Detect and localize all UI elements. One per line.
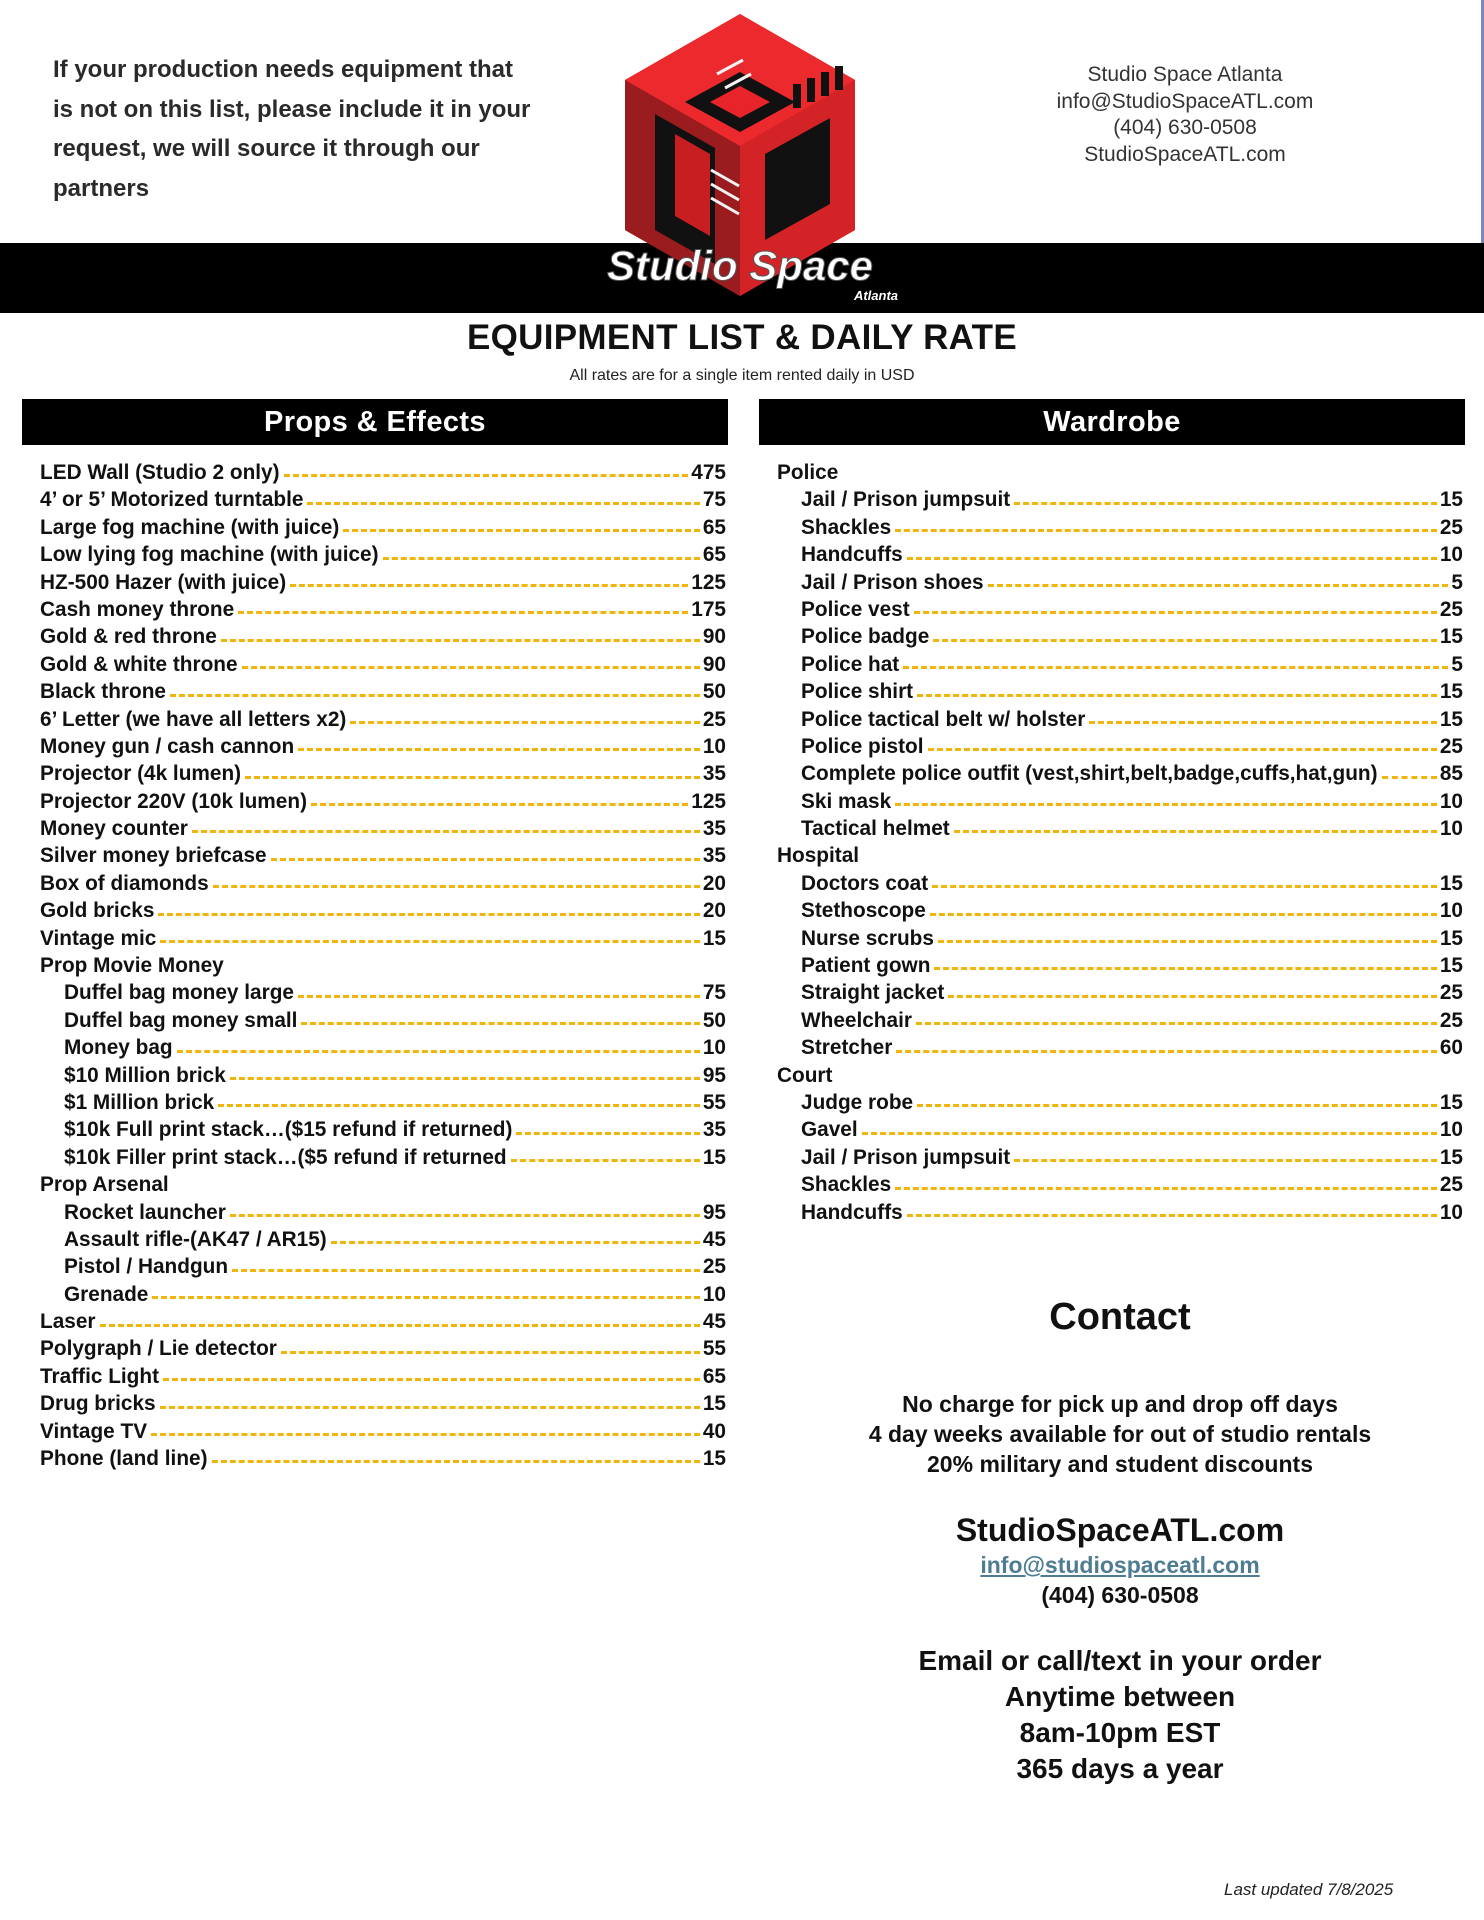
item-name: Complete police outfit (vest,shirt,belt,badge,cuffs,hat,gun): [801, 762, 1378, 786]
rate-row: [40, 733, 726, 760]
item-name: Gold & red throne: [40, 625, 217, 649]
item-name: Jail / Prison jumpsuit: [801, 488, 1011, 512]
dot-leader: [230, 1077, 700, 1080]
rate-row: [40, 1199, 726, 1226]
dot-leader: [383, 557, 700, 560]
daily-rate: 15: [1439, 926, 1463, 950]
dot-leader: [988, 584, 1449, 587]
rate-row: [777, 514, 1463, 541]
dot-leader: [1014, 502, 1437, 505]
item-name: Duffel bag money small: [64, 1008, 298, 1032]
daily-rate: 25: [1439, 734, 1463, 758]
daily-rate: 25: [1439, 1173, 1463, 1197]
item-name: Shackles: [801, 1173, 892, 1197]
item-name: Handcuffs: [801, 1200, 903, 1224]
dot-leader: [1089, 721, 1437, 724]
daily-rate: 75: [702, 488, 726, 512]
last-updated: Last updated 7/8/2025: [1224, 1880, 1394, 1899]
rate-row: [777, 733, 1463, 760]
logo-text: Studio Space: [606, 242, 874, 289]
dot-leader: [212, 1460, 700, 1463]
daily-rate: 55: [702, 1337, 726, 1361]
dot-leader: [938, 940, 1437, 943]
dot-leader: [895, 803, 1437, 806]
item-name: 4’ or 5’ Motorized turntable: [40, 488, 304, 512]
item-name: $1 Million brick: [64, 1090, 215, 1114]
company-name: Studio Space Atlanta: [1087, 63, 1283, 86]
category-heading: Court: [777, 1063, 833, 1087]
daily-rate: 35: [702, 817, 726, 841]
dot-leader: [298, 995, 700, 998]
rate-row: [40, 870, 726, 897]
intro-line: partners: [53, 174, 150, 202]
rate-row: [777, 897, 1463, 924]
dot-leader: [290, 584, 688, 587]
dot-leader: [1014, 1159, 1437, 1162]
dot-leader: [907, 1214, 1437, 1217]
dot-leader: [213, 885, 700, 888]
daily-rate: 15: [1439, 488, 1463, 512]
page-subtitle: All rates are for a single item rented daily in USD: [569, 367, 915, 384]
daily-rate: 65: [702, 543, 726, 567]
dot-leader: [903, 666, 1448, 669]
dot-leader: [350, 721, 700, 724]
daily-rate: 20: [702, 871, 726, 895]
order-line: 8am-10pm EST: [1019, 1717, 1221, 1748]
rate-row: [40, 486, 726, 513]
category-heading: Police: [777, 461, 839, 484]
rate-row: [40, 897, 726, 924]
item-name: Laser: [40, 1310, 96, 1334]
daily-rate: 475: [691, 460, 726, 484]
rate-row: [40, 1363, 726, 1390]
daily-rate: 85: [1439, 762, 1463, 786]
rate-row: [777, 569, 1463, 596]
dot-leader: [177, 1050, 700, 1053]
dot-leader: [895, 1187, 1437, 1190]
dot-leader: [152, 1296, 699, 1299]
rate-row: [777, 1089, 1463, 1116]
rate-row: [777, 1116, 1463, 1143]
item-name: Money bag: [64, 1036, 173, 1060]
dot-leader: [907, 557, 1437, 560]
order-line: Anytime between: [1004, 1681, 1236, 1712]
daily-rate: 10: [1439, 1118, 1463, 1142]
page-title: EQUIPMENT LIST & DAILY RATE: [466, 318, 1017, 357]
daily-rate: 25: [1439, 981, 1463, 1005]
rate-row: [777, 486, 1463, 513]
item-name: Traffic Light: [40, 1364, 160, 1388]
dot-leader: [160, 1406, 700, 1409]
daily-rate: 45: [702, 1227, 726, 1251]
daily-rate: 15: [1439, 871, 1463, 895]
dot-leader: [271, 858, 700, 861]
daily-rate: 15: [702, 1392, 726, 1416]
daily-rate: 35: [702, 844, 726, 868]
item-name: Wheelchair: [801, 1008, 912, 1032]
rate-row: [40, 815, 726, 842]
rate-row: [777, 1007, 1463, 1034]
daily-rate: 15: [702, 926, 726, 950]
daily-rate: 65: [702, 1364, 726, 1388]
rate-row: [40, 1226, 726, 1253]
rate-row: [40, 1062, 726, 1089]
daily-rate: 90: [702, 625, 726, 649]
rate-row: [777, 979, 1463, 1006]
daily-rate: 15: [702, 1145, 726, 1169]
wardrobe-list: [777, 459, 1463, 1226]
item-name: Low lying fog machine (with juice): [40, 543, 379, 567]
daily-rate: 15: [1439, 954, 1463, 978]
dot-leader: [238, 611, 688, 614]
dot-leader: [281, 1351, 700, 1354]
daily-rate: 60: [1439, 1036, 1463, 1060]
rate-row: [40, 760, 726, 787]
dot-leader: [917, 1104, 1437, 1107]
dot-leader: [954, 830, 1437, 833]
rate-row: [777, 541, 1463, 568]
header-website[interactable]: StudioSpaceATL.com: [1084, 142, 1286, 166]
rate-row: [777, 815, 1463, 842]
daily-rate: 55: [702, 1090, 726, 1114]
intro-line: request, we will source it through our: [53, 135, 480, 162]
dot-leader: [100, 1324, 700, 1327]
category-heading: Prop Arsenal: [40, 1173, 169, 1197]
rate-row: [40, 623, 726, 650]
dot-leader: [930, 913, 1437, 916]
item-name: Tactical helmet: [801, 817, 950, 841]
dot-leader: [245, 776, 700, 779]
daily-rate: 15: [1439, 1145, 1463, 1169]
rate-row: [777, 678, 1463, 705]
header-contact: [1020, 62, 1350, 168]
dot-leader: [914, 611, 1437, 614]
rate-row: [40, 925, 726, 952]
item-name: Duffel bag money large: [64, 981, 294, 1005]
daily-rate: 25: [1439, 515, 1463, 539]
rate-row: [40, 1418, 726, 1445]
rate-row: [40, 1281, 726, 1308]
rate-row: [777, 1034, 1463, 1061]
daily-rate: 25: [702, 707, 726, 731]
item-name: Police pistol: [801, 734, 924, 758]
dot-leader: [170, 694, 700, 697]
daily-rate: 45: [702, 1310, 726, 1334]
dot-leader: [301, 1022, 699, 1025]
rate-row: [40, 1308, 726, 1335]
dot-leader: [516, 1132, 699, 1135]
rate-row: [40, 1007, 726, 1034]
daily-rate: 10: [1439, 899, 1463, 923]
daily-rate: 10: [1439, 789, 1463, 813]
daily-rate: 20: [702, 899, 726, 923]
order-line: Email or call/text in your order: [918, 1645, 1322, 1676]
rate-row: [777, 1199, 1463, 1226]
item-name: Stethoscope: [801, 899, 926, 923]
header-email[interactable]: info@StudioSpaceATL.com: [1056, 89, 1314, 113]
item-name: Silver money briefcase: [40, 844, 267, 868]
dot-leader: [221, 639, 700, 642]
item-name: Patient gown: [801, 954, 931, 978]
dot-leader: [232, 1269, 700, 1272]
rate-row: [777, 1144, 1463, 1171]
daily-rate: 35: [702, 762, 726, 786]
item-name: LED Wall (Studio 2 only): [40, 460, 280, 484]
dot-leader: [331, 1241, 700, 1244]
contact-email-link[interactable]: info@studiospaceatl.com: [980, 1552, 1260, 1578]
item-name: Pistol / Handgun: [64, 1255, 229, 1279]
daily-rate: 15: [702, 1447, 726, 1471]
item-name: Assault rifle-(AK47 / AR15): [64, 1227, 327, 1251]
item-name: Gold bricks: [40, 899, 155, 923]
dot-leader: [948, 995, 1437, 998]
rate-row: [40, 1445, 726, 1472]
rate-row: [40, 788, 726, 815]
item-name: Police vest: [801, 597, 910, 621]
item-name: Ski mask: [801, 789, 892, 813]
rate-row: [777, 760, 1463, 787]
item-name: Projector 220V (10k lumen): [40, 789, 307, 813]
item-name: Grenade: [64, 1282, 149, 1306]
daily-rate: 125: [691, 789, 726, 813]
rate-row: [40, 514, 726, 541]
item-name: HZ-500 Hazer (with juice): [40, 570, 287, 594]
dot-leader: [928, 748, 1437, 751]
rate-row: [777, 596, 1463, 623]
item-name: Police hat: [801, 652, 900, 676]
daily-rate: 50: [702, 680, 726, 704]
daily-rate: 25: [1439, 1008, 1463, 1032]
daily-rate: 10: [1439, 1200, 1463, 1224]
daily-rate: 10: [1439, 817, 1463, 841]
dot-leader: [218, 1104, 700, 1107]
rate-row: [40, 569, 726, 596]
studio-space-wordmark: [520, 238, 960, 308]
dot-leader: [896, 1050, 1437, 1053]
item-name: Stretcher: [801, 1036, 893, 1060]
daily-rate: 25: [702, 1255, 726, 1279]
props-effects-header: Props & Effects: [22, 399, 728, 445]
item-name: Nurse scrubs: [801, 926, 934, 950]
rate-row: [40, 596, 726, 623]
rate-row: [777, 870, 1463, 897]
daily-rate: 90: [702, 652, 726, 676]
dot-leader: [163, 1378, 700, 1381]
item-name: Drug bricks: [40, 1392, 156, 1416]
daily-rate: 95: [702, 1200, 726, 1224]
rate-row: [40, 979, 726, 1006]
dot-leader: [511, 1159, 700, 1162]
daily-rate: 5: [1451, 570, 1463, 594]
item-name: Jail / Prison shoes: [801, 570, 984, 594]
rate-row: [777, 706, 1463, 733]
daily-rate: 15: [1439, 680, 1463, 704]
item-name: Gold & white throne: [40, 652, 238, 676]
daily-rate: 15: [1439, 707, 1463, 731]
header-phone: (404) 630-0508: [1113, 116, 1257, 139]
item-name: $10k Filler print stack…($5 refund if returned: [64, 1145, 507, 1169]
contact-note: 4 day weeks available for out of studio rentals: [868, 1421, 1372, 1447]
rate-row: [40, 842, 726, 869]
dot-leader: [1382, 776, 1437, 779]
daily-rate: 15: [1439, 625, 1463, 649]
wardrobe-header: Wardrobe: [759, 399, 1465, 445]
item-name: Police shirt: [801, 680, 914, 704]
dot-leader: [307, 502, 699, 505]
item-name: Shackles: [801, 515, 892, 539]
dot-leader: [151, 1433, 700, 1436]
item-name: Projector (4k lumen): [40, 762, 242, 786]
dot-leader: [298, 748, 700, 751]
dot-leader: [230, 1214, 700, 1217]
rate-row: [40, 651, 726, 678]
daily-rate: 50: [702, 1008, 726, 1032]
contact-note: 20% military and student discounts: [927, 1451, 1313, 1477]
rate-row: [777, 925, 1463, 952]
daily-rate: 40: [702, 1419, 726, 1443]
contact-phone: (404) 630-0508: [1041, 1582, 1199, 1608]
dot-leader: [158, 913, 699, 916]
dot-leader: [895, 529, 1437, 532]
dot-leader: [932, 885, 1437, 888]
rate-row: [40, 1116, 726, 1143]
item-name: Phone (land line): [40, 1447, 208, 1471]
daily-rate: 65: [702, 515, 726, 539]
category-heading: Prop Movie Money: [40, 954, 224, 978]
rate-row: [40, 1390, 726, 1417]
dot-leader: [311, 803, 688, 806]
rate-row: [40, 1089, 726, 1116]
contact-notes: [740, 1389, 1484, 1479]
item-name: Jail / Prison jumpsuit: [801, 1145, 1011, 1169]
daily-rate: 95: [702, 1063, 726, 1087]
item-name: Straight jacket: [801, 981, 945, 1005]
item-name: Polygraph / Lie detector: [40, 1337, 277, 1361]
dot-leader: [242, 666, 700, 669]
props-effects-list: [40, 459, 726, 1472]
rate-row: [40, 1034, 726, 1061]
intro-note: [53, 50, 573, 208]
item-name: 6’ Letter (we have all letters x2): [40, 707, 347, 731]
item-name: Doctors coat: [801, 871, 929, 895]
daily-rate: 15: [1439, 1090, 1463, 1114]
contact-note: No charge for pick up and drop off days: [902, 1391, 1338, 1417]
contact-website[interactable]: StudioSpaceATL.com: [955, 1512, 1285, 1548]
rate-row: [777, 1171, 1463, 1198]
dot-leader: [917, 694, 1437, 697]
dot-leader: [284, 474, 689, 477]
rate-row: [777, 651, 1463, 678]
rate-row: [40, 1253, 726, 1280]
item-name: Money counter: [40, 817, 188, 841]
daily-rate: 35: [702, 1118, 726, 1142]
dot-leader: [160, 940, 700, 943]
item-name: Vintage TV: [40, 1419, 148, 1443]
daily-rate: 10: [702, 1036, 726, 1060]
intro-line: is not on this list, please include it in your: [53, 95, 531, 123]
rate-row: [777, 788, 1463, 815]
item-name: Black throne: [40, 680, 166, 704]
daily-rate: 10: [1439, 543, 1463, 567]
rate-row: [777, 952, 1463, 979]
intro-line: If your production needs equipment that: [53, 56, 514, 83]
item-name: Handcuffs: [801, 543, 903, 567]
dot-leader: [192, 830, 700, 833]
daily-rate: 5: [1451, 652, 1463, 676]
rate-row: [40, 1144, 726, 1171]
order-line: 365 days a year: [1016, 1753, 1224, 1784]
daily-rate: 175: [691, 597, 726, 621]
daily-rate: 25: [1439, 597, 1463, 621]
rate-row: [40, 706, 726, 733]
daily-rate: 75: [702, 981, 726, 1005]
logo-subtext: Atlanta: [853, 288, 898, 303]
rate-row: [40, 459, 726, 486]
item-name: Gavel: [801, 1118, 858, 1142]
item-name: Large fog machine (with juice): [40, 515, 340, 539]
rate-row: [777, 623, 1463, 650]
order-instructions: [740, 1643, 1484, 1787]
rate-row: [40, 541, 726, 568]
rate-row: [40, 678, 726, 705]
item-name: $10k Full print stack…($15 refund if returned): [64, 1118, 513, 1142]
item-name: Police badge: [801, 625, 930, 649]
item-name: Money gun / cash cannon: [40, 734, 295, 758]
item-name: Vintage mic: [40, 926, 157, 950]
item-name: Box of diamonds: [40, 871, 209, 895]
rate-row: [40, 1336, 726, 1363]
item-name: $10 Million brick: [64, 1063, 226, 1087]
contact-details: [740, 1510, 1484, 1610]
item-name: Judge robe: [801, 1090, 914, 1114]
dot-leader: [934, 967, 1436, 970]
daily-rate: 10: [702, 1282, 726, 1306]
contact-title: Contact: [1049, 1296, 1191, 1338]
dot-leader: [916, 1022, 1437, 1025]
item-name: Rocket launcher: [64, 1200, 226, 1224]
daily-rate: 10: [702, 734, 726, 758]
category-heading: Hospital: [777, 844, 860, 868]
dot-leader: [343, 529, 700, 532]
daily-rate: 125: [691, 570, 726, 594]
item-name: Cash money throne: [40, 597, 235, 621]
item-name: Police tactical belt w/ holster: [801, 707, 1086, 731]
dot-leader: [933, 639, 1437, 642]
dot-leader: [862, 1132, 1437, 1135]
